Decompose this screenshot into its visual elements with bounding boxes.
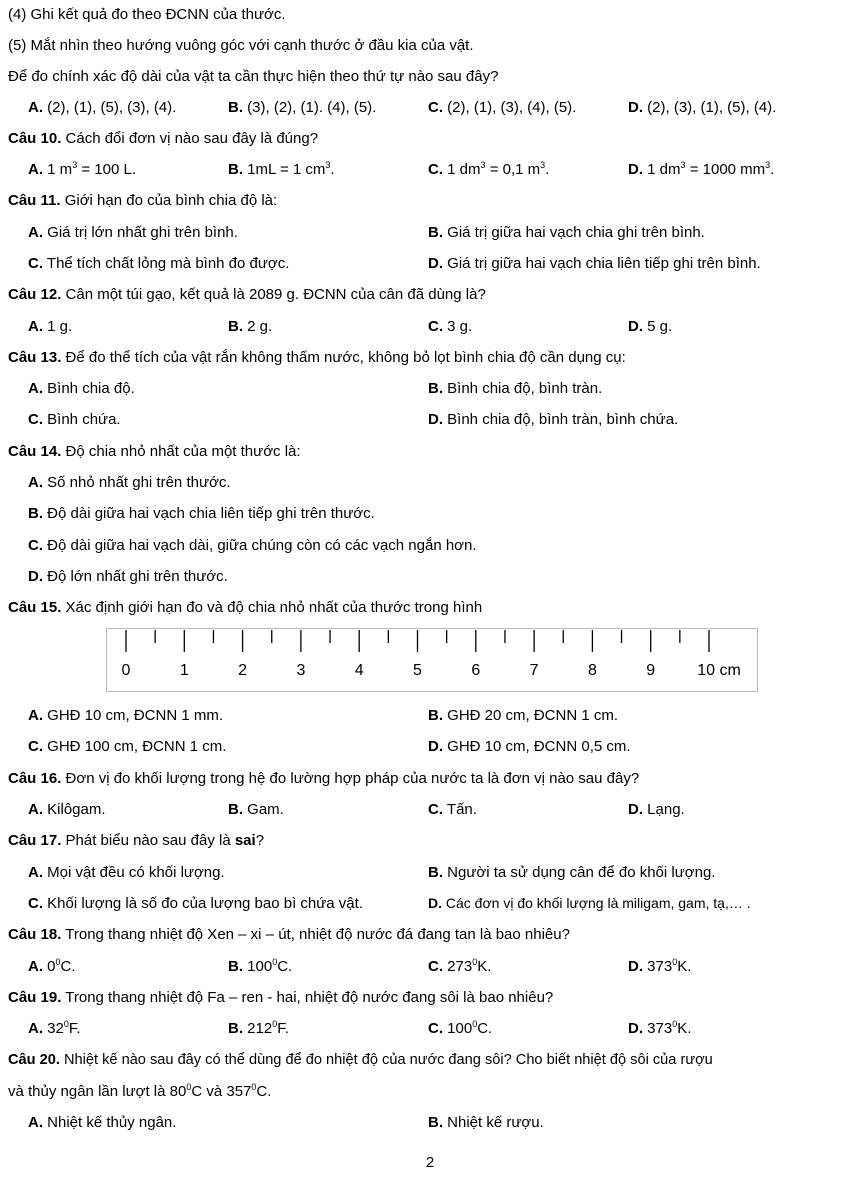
q12-option-c: C. 3 g. [428,318,473,335]
q16-option-d: D. Lạng. [628,801,685,818]
q12-option-d: D. 5 g. [628,318,673,335]
q17-option-c: C. Khối lượng là số đo của lượng bao bì chứa vật. [28,895,363,912]
q15-option-d: D. GHĐ 10 cm, ĐCNN 0,5 cm. [428,738,631,755]
ruler-label: 3 [296,662,306,679]
q13-option-d: D. Bình chia độ, bình tràn, bình chứa. [428,411,679,428]
ruler-label: 6 [471,662,481,679]
q15-option-a: A. GHĐ 10 cm, ĐCNN 1 mm. [28,707,224,724]
intro-option-d: D. (2), (3), (1), (5), (4). [628,99,777,116]
q13-option-a: A. Bình chia độ. [28,380,135,397]
ruler-label: 9 [646,662,656,679]
q14-option-c: C. Độ dài giữa hai vạch dài, giữa chúng còn có các vạch ngắn hơn. [28,537,477,554]
q16-option-b: B. Gam. [228,801,284,818]
ruler-label: 5 [413,662,422,679]
question-17: Câu 17. Phát biểu nào sau đây là sai? [8,832,265,849]
question-15: Câu 15. Xác định giới hạn đo và độ chia nhỏ nhất của thước trong hình [8,599,483,616]
q18-option-b: B. $100^0C$. [228,957,293,975]
q14-option-b: B. Độ dài giữa hai vạch chia liên tiếp ghi trên thước. [28,505,375,522]
q19-option-d: D. $373^0K$. [628,1019,692,1037]
q11-option-d: D. Giá trị giữa hai vạch chia liên tiếp ghi trên bình. [428,255,761,272]
q10-option-a: A. 1 $m^3 = 100$ L. [28,160,137,178]
question-20-line-2: và thủy ngân lần lượt là $80^0C$ và $357^0C$. [8,1082,272,1100]
page-number: 2 [425,1154,435,1171]
question-11: Câu 11. Giới hạn đo của bình chia độ là: [8,192,278,209]
intro-option-c: C. (2), (1), (3), (4), (5). [428,99,577,116]
q16-option-c: C. Tấn. [428,801,477,818]
q15-option-b: B. GHĐ 20 cm, ĐCNN 1 cm. [428,707,619,724]
question-12: Câu 12. Cân một túi gạo, kết quả là 2089 g. ĐCNN của cân đã dùng là? [8,286,486,303]
q17-option-a: A. Mọi vật đều có khối lượng. [28,864,225,881]
intro-option-b: B. (3), (2), (1). (4), (5). [228,99,377,116]
question-10: Câu 10. Cách đổi đơn vị nào sau đây là đúng? [8,130,319,147]
q17-option-d: D. Các đơn vị đo khối lượng là miligam, gam, tạ,… . [428,895,751,911]
q11-option-b: B. Giá trị giữa hai vạch chia ghi trên bình. [428,224,705,241]
order-question: Để đo chính xác độ dài của vật ta cần thực hiện theo thứ tự nào sau đây? [8,68,499,85]
q19-option-b: B. $212^0F$. [228,1019,289,1037]
ruler-figure [106,628,758,692]
q20-option-b: B. Nhiệt kế rượu. [428,1114,544,1131]
ruler-label: 10 cm [697,662,741,679]
ruler-label: 8 [587,662,597,679]
ruler-border [107,629,758,692]
q17-option-b: B. Người ta sử dụng cân để đo khối lượng. [428,864,716,881]
question-18: Câu 18. Trong thang nhiệt độ Xen – xi – út, nhiệt độ nước đá đang tan là bao nhiêu? [8,926,570,943]
intro-option-a: A. (2), (1), (5), (3), (4). [28,99,177,116]
q18-option-d: D. $373^0K$. [628,957,692,975]
q13-option-b: B. Bình chia độ, bình tràn. [428,380,603,397]
question-13: Câu 13. Để đo thể tích của vật rắn không thấm nước, không bỏ lọt bình chia độ cần dụng cụ: [8,349,626,366]
question-14: Câu 14. Độ chia nhỏ nhất của một thước là: [8,443,301,460]
q14-option-d: D. Độ lớn nhất ghi trên thước. [28,568,228,585]
q13-option-c: C. Bình chứa. [28,411,121,428]
q11-option-a: A. Giá trị lớn nhất ghi trên bình. [28,224,238,241]
q10-option-b: B. 1mL = 1 $cm^3$. [228,160,335,178]
question-16: Câu 16. Đơn vị đo khối lượng trong hệ đo lường hợp pháp của nước ta là đơn vị nào sau đây? [8,770,640,787]
q12-option-a: A. 1 g. [28,318,73,335]
q14-option-a: A. Số nhỏ nhất ghi trên thước. [28,474,231,491]
q15-option-c: C. GHĐ 100 cm, ĐCNN 1 cm. [28,738,227,755]
q18-option-a: A. $0^0C$. [28,957,76,975]
q19-option-a: A. $32^0F$. [28,1019,81,1037]
q11-option-c: C. Thể tích chất lỏng mà bình đo được. [28,255,290,272]
q20-option-a: A. Nhiệt kế thủy ngân. [28,1114,177,1131]
ruler-label: 0 [121,662,131,679]
step-5-line: (5) Mắt nhìn theo hướng vuông góc với cạnh thước ở đầu kia của vật. [8,37,474,54]
q19-option-c: C. $100^0C$. [428,1019,493,1037]
ruler-label: 4 [354,662,364,679]
q10-option-d: D. 1 $dm^3 = 1000$ $mm^3$. [628,160,775,178]
q16-option-a: A. Kilôgam. [28,801,106,818]
step-4-line: (4) Ghi kết quả đo theo ĐCNN của thước. [8,6,286,23]
q12-option-b: B. 2 g. [228,318,273,335]
ruler-label: 1 [179,662,189,679]
question-19: Câu 19. Trong thang nhiệt độ Fa – ren - hai, nhiệt độ nước đang sôi là bao nhiêu? [8,989,554,1006]
ruler-label: 2 [238,662,248,679]
ruler-label: 7 [529,662,539,679]
q18-option-c: C. $273^0K$. [428,957,492,975]
q10-option-c: C. 1 $dm^3 = 0,1$ $m^3$. [428,160,550,178]
question-20: Câu 20. Nhiệt kế nào sau đây có thể dùng để đo nhiệt độ của nước đang sôi? Cho biết nhiệt độ sôi của rượu [8,1052,713,1068]
